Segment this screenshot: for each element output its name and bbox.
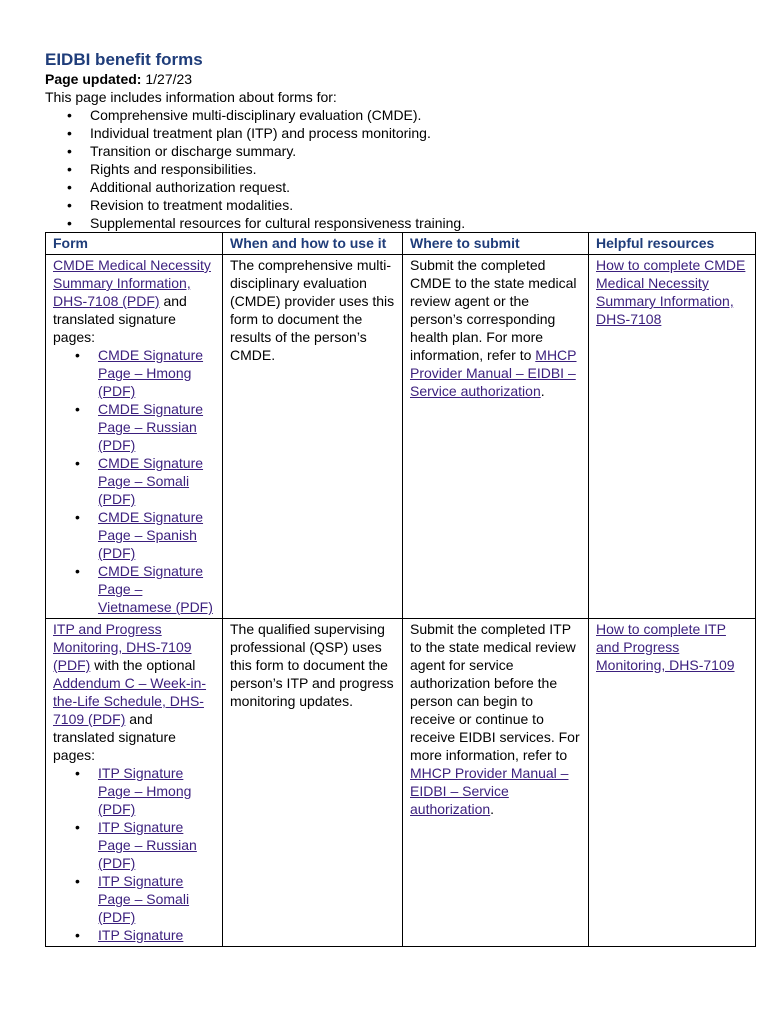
- signature-page-link[interactable]: CMDE Signature Page – Spanish (PDF): [98, 509, 204, 561]
- topic-item: • Comprehensive multi-disciplinary evaluation (CMDE).: [90, 106, 770, 124]
- header-helpful-resources: Helpful resources: [589, 233, 756, 255]
- topic-item: • Additional authorization request.: [90, 178, 770, 196]
- list-item: [98, 872, 215, 926]
- submit-cell: [403, 255, 589, 619]
- intro-text: This page includes information about forms for:: [45, 89, 337, 105]
- page-updated: [45, 70, 770, 88]
- how-to-complete-link[interactable]: How to complete CMDE Medical Necessity Summary Information, DHS-7108: [596, 257, 746, 327]
- itp-form-link[interactable]: ITP and Progress Monitoring, DHS-7109 (PDF): [53, 621, 192, 673]
- signature-page-link[interactable]: CMDE Signature Page – Somali (PDF): [98, 455, 204, 507]
- form-cell: [46, 619, 223, 947]
- submit-text: Submit the completed ITP to the state medical review agent for service authorization before the person can begin to receive or continue to receive EIDBI services. For more information, refer to: [410, 621, 580, 763]
- topic-item: • Rights and responsibilities.: [90, 160, 770, 178]
- topic-item: • Transition or discharge summary.: [90, 142, 770, 160]
- signature-page-link[interactable]: CMDE Signature Page – Hmong (PDF): [98, 347, 204, 399]
- list-item: [98, 346, 215, 400]
- updated-label: Page updated:: [45, 71, 142, 87]
- signature-page-link[interactable]: ITP Signature Page – Somali (PDF): [98, 873, 190, 925]
- how-to-complete-link[interactable]: How to complete ITP and Progress Monitoring, DHS-7109: [596, 621, 735, 673]
- topic-item: • Supplemental resources for cultural responsiveness training.: [90, 214, 770, 232]
- list-item: [98, 764, 215, 818]
- signature-page-link[interactable]: CMDE Signature Page – Russian (PDF): [98, 401, 204, 453]
- provider-manual-link[interactable]: MHCP Provider Manual – EIDBI – Service authorization: [410, 347, 577, 399]
- list-item: [98, 454, 215, 508]
- resource-cell: [589, 619, 756, 947]
- resource-cell: [589, 255, 756, 619]
- page-title: EIDBI benefit forms: [45, 50, 203, 69]
- cmde-form-link[interactable]: CMDE Medical Necessity Summary Information, DHS-7108 (PDF): [53, 257, 211, 309]
- signature-page-list: [53, 346, 215, 616]
- submit-end: .: [540, 383, 545, 399]
- signature-page-link[interactable]: ITP Signature Page – Hmong (PDF): [98, 765, 192, 817]
- updated-date: 1/27/23: [141, 71, 193, 87]
- addendum-link[interactable]: Addendum C – Week-in-the-Life Schedule, DHS-7109 (PDF): [53, 675, 207, 727]
- use-cell: The comprehensive multi-disciplinary evaluation (CMDE) provider uses this form to document the results of the person’s CMDE.: [223, 255, 403, 619]
- list-item: [98, 400, 215, 454]
- submit-cell: [403, 619, 589, 947]
- signature-page-link[interactable]: ITP Signature: [98, 927, 184, 943]
- list-item: [98, 818, 215, 872]
- list-item: [98, 926, 215, 944]
- submit-text: Submit the completed CMDE to the state medical review agent or the person’s corresponding health plan. For more information, refer to: [410, 257, 577, 363]
- provider-manual-link[interactable]: MHCP Provider Manual – EIDBI – Service authorization: [410, 765, 569, 817]
- form-cell: [46, 255, 223, 619]
- table-header-row: [46, 233, 756, 255]
- table-row: [46, 255, 756, 619]
- header-where-submit: Where to submit: [403, 233, 589, 255]
- header-when-how: When and how to use it: [223, 233, 403, 255]
- table-row: [46, 619, 756, 947]
- form-cell-text: and translated signature pages:: [53, 293, 187, 345]
- forms-table: [45, 232, 756, 947]
- list-item: [98, 508, 215, 562]
- topic-list: [45, 106, 770, 232]
- signature-page-link[interactable]: CMDE Signature Page – Vietnamese (PDF): [98, 563, 213, 615]
- use-cell: The qualified supervising professional (QSP) uses this form to document the person’s ITP and progress monitoring updates.: [223, 619, 403, 947]
- topic-item: • Individual treatment plan (ITP) and process monitoring.: [90, 124, 770, 142]
- header-form: Form: [46, 233, 223, 255]
- form-cell-text: and translated signature pages:: [53, 711, 176, 763]
- list-item: [98, 562, 215, 616]
- form-cell-text: with the optional: [90, 657, 196, 673]
- submit-end: .: [490, 801, 495, 817]
- topic-item: • Revision to treatment modalities.: [90, 196, 770, 214]
- signature-page-link[interactable]: ITP Signature Page – Russian (PDF): [98, 819, 197, 871]
- signature-page-list: [53, 764, 215, 944]
